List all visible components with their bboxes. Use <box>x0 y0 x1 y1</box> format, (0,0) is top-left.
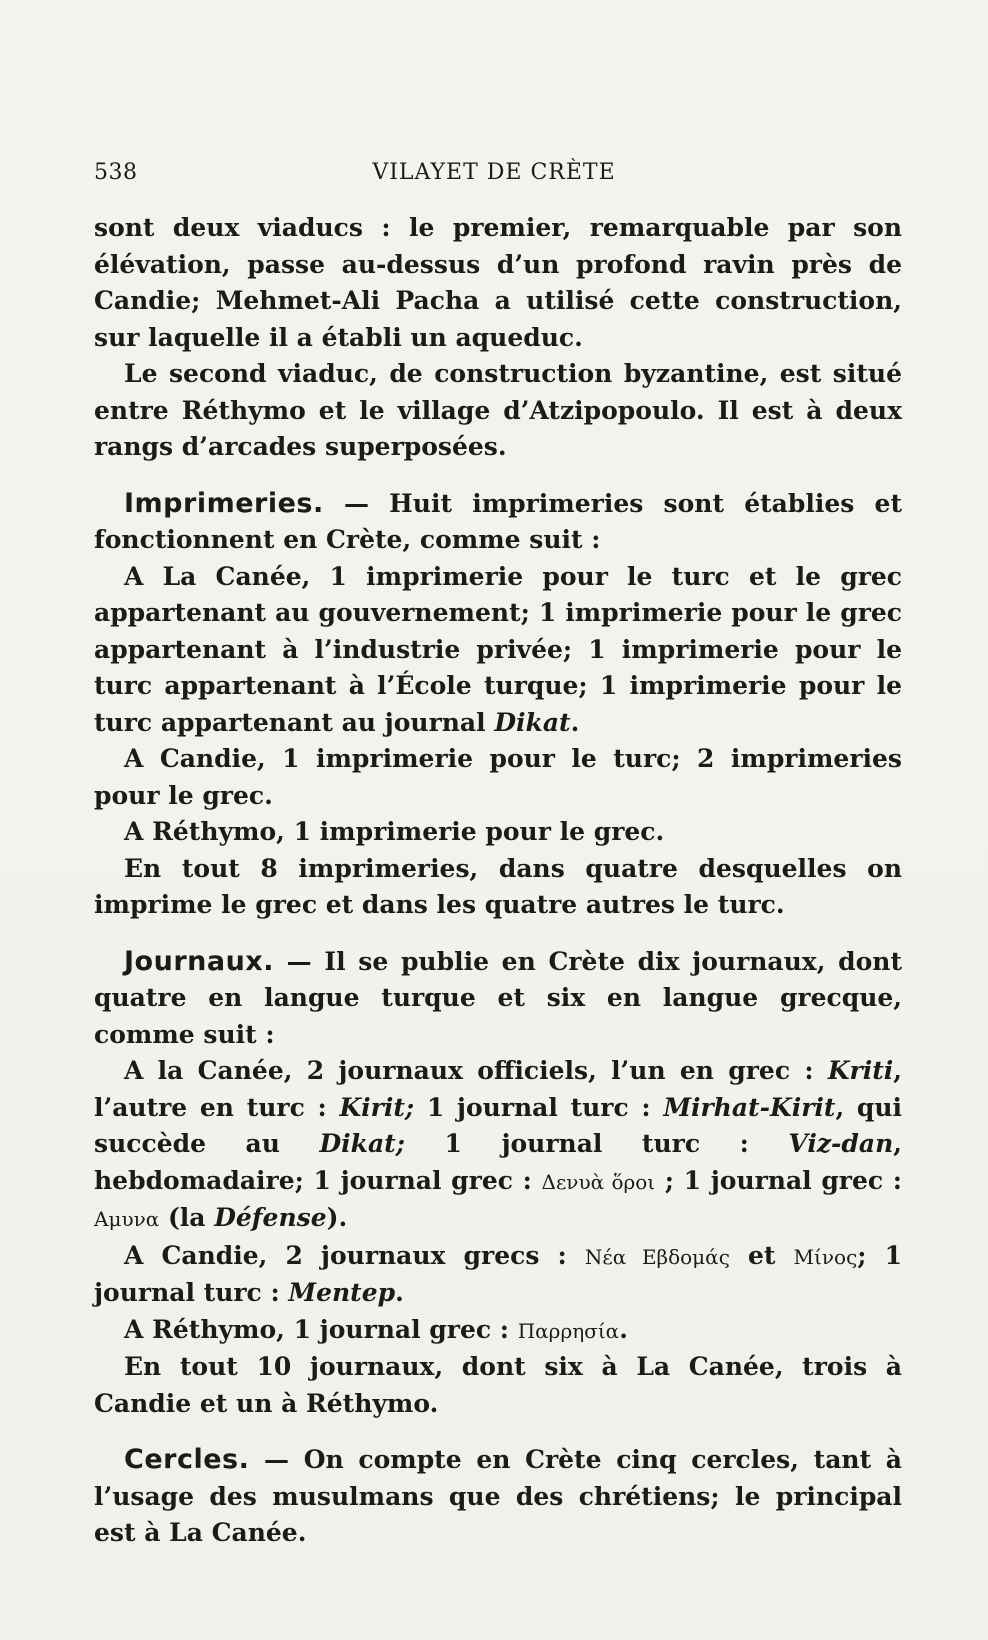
page-header-title: VILAYET DE CRÈTE <box>372 160 616 185</box>
imprimeries-lead-paragraph <box>94 486 902 559</box>
imprimeries-canee-paragraph <box>94 559 902 742</box>
journal-kirit: Kirit; <box>339 1092 415 1122</box>
journaux-candie-text-a: A Candie, 2 journaux grecs : <box>124 1240 585 1270</box>
journaux-canee-text-h: (la <box>159 1203 215 1232</box>
imprimeries-canee-text: A La Canée, 1 imprimerie pour le turc et le grec appartenant au gouvernement; 1 imprimerie pour le grec appartenant à l’industrie privée; 1 imprimerie pour le turc appartenant à l’École turque; 1 imprimerie pour le turc appartenant au journal <box>94 561 902 737</box>
imprimeries-heading: Imprimeries. <box>124 487 324 519</box>
journal-dikat: Dikat; <box>319 1129 405 1158</box>
journaux-canee-text-b: , l’autre en turc : <box>94 1056 902 1122</box>
journaux-rethymo-paragraph <box>94 1312 902 1350</box>
journaux-canee-text-g: ; 1 journal grec : <box>655 1165 902 1195</box>
journal-defense-translation: Défense <box>214 1203 327 1232</box>
page-number: 538 <box>94 160 138 185</box>
journal-nea-evdomas: Νέα Εβδομάς <box>584 1244 730 1269</box>
imprimeries-canee-end: . <box>570 707 580 737</box>
imprimeries-total-paragraph: En tout 8 imprimeries, dans quatre desquelles on imprime le grec et dans les quatre autres le turc. <box>94 853 902 919</box>
journaux-total-paragraph: En tout 10 journaux, dont six à La Canée, trois à Candie et un à Réthymo. <box>94 1352 902 1418</box>
journaux-candie-text-b: et <box>729 1240 794 1270</box>
journaux-candie-text-c: ; 1 journal turc : <box>94 1240 902 1307</box>
journaux-canee-text-i: ). <box>326 1203 348 1232</box>
journal-minos: Μίνος <box>793 1244 858 1269</box>
cercles-heading: Cercles. <box>124 1444 250 1475</box>
journaux-rethymo-text-a: A Réthymo, 1 journal grec : <box>124 1314 518 1344</box>
dikat-journal-name: Dikat <box>494 707 571 737</box>
journal-kriti: Kriti <box>827 1056 894 1085</box>
journaux-lead-paragraph <box>94 944 902 1054</box>
journaux-section <box>94 944 902 1423</box>
journaux-canee-text-a: A la Canée, 2 journaux officiels, l’un en grec : <box>124 1056 828 1085</box>
cercles-section <box>94 1442 902 1552</box>
journaux-canee-text-f: , hebdomadaire; 1 journal grec : <box>94 1129 902 1195</box>
journaux-candie-paragraph <box>94 1238 902 1312</box>
journal-viz-dan: Viz-dan <box>788 1129 894 1158</box>
journaux-heading: Journaux. <box>124 945 274 977</box>
imprimeries-rethymo-paragraph: A Réthymo, 1 imprimerie pour le grec. <box>124 817 665 846</box>
journal-mentep: Mentep <box>288 1278 396 1307</box>
journaux-lead: — Il se publie en Crète dix journaux, dont quatre en langue turque et six en langue grecque, comme suit : <box>94 946 902 1049</box>
viaduct-paragraph: Le second viaduc, de construction byzantine, est situé entre Réthymo et le village d’Atzipopoulo. Il est à deux rangs d’arcades superposées. <box>94 359 902 461</box>
cercles-lead: — On compte en Crète cinq cercles, tant à l’usage des musulmans que des chrétiens; le principal est à La Canée. <box>94 1445 902 1547</box>
imprimeries-candie-paragraph: A Candie, 1 imprimerie pour le turc; 2 imprimeries pour le grec. <box>94 744 902 810</box>
journaux-rethymo-text-b: . <box>619 1314 628 1344</box>
journal-mirhat-kirit: Mirhat-Kirit <box>663 1092 836 1122</box>
cercles-paragraph <box>94 1442 902 1552</box>
journal-greek-name-1: Δενυὰ ὅροι <box>541 1169 656 1194</box>
imprimeries-lead: — Huit imprimeries sont établies et fonctionnent en Crète, comme suit : <box>94 488 902 554</box>
imprimeries-section <box>94 486 902 924</box>
page-body <box>94 210 902 1552</box>
journal-greek-name-2: Αμυνα <box>94 1207 160 1231</box>
journaux-candie-text-d: . <box>395 1278 404 1307</box>
journaux-canee-text-e: 1 journal turc : <box>404 1129 789 1158</box>
running-head <box>94 160 894 194</box>
journal-parrisia: Παρρησία <box>517 1318 620 1343</box>
journaux-canee-paragraph <box>94 1053 902 1238</box>
journaux-canee-text-d: , qui succède au <box>94 1092 903 1158</box>
journaux-canee-text-c: 1 journal turc : <box>414 1092 664 1122</box>
intro-paragraph: sont deux viaducs : le premier, remarquable par son élévation, passe au-dessus d’un profond ravin près de Candie; Mehmet-Ali Pacha a utilisé cette construction, sur laquelle il a établi un aqueduc. <box>94 213 902 352</box>
